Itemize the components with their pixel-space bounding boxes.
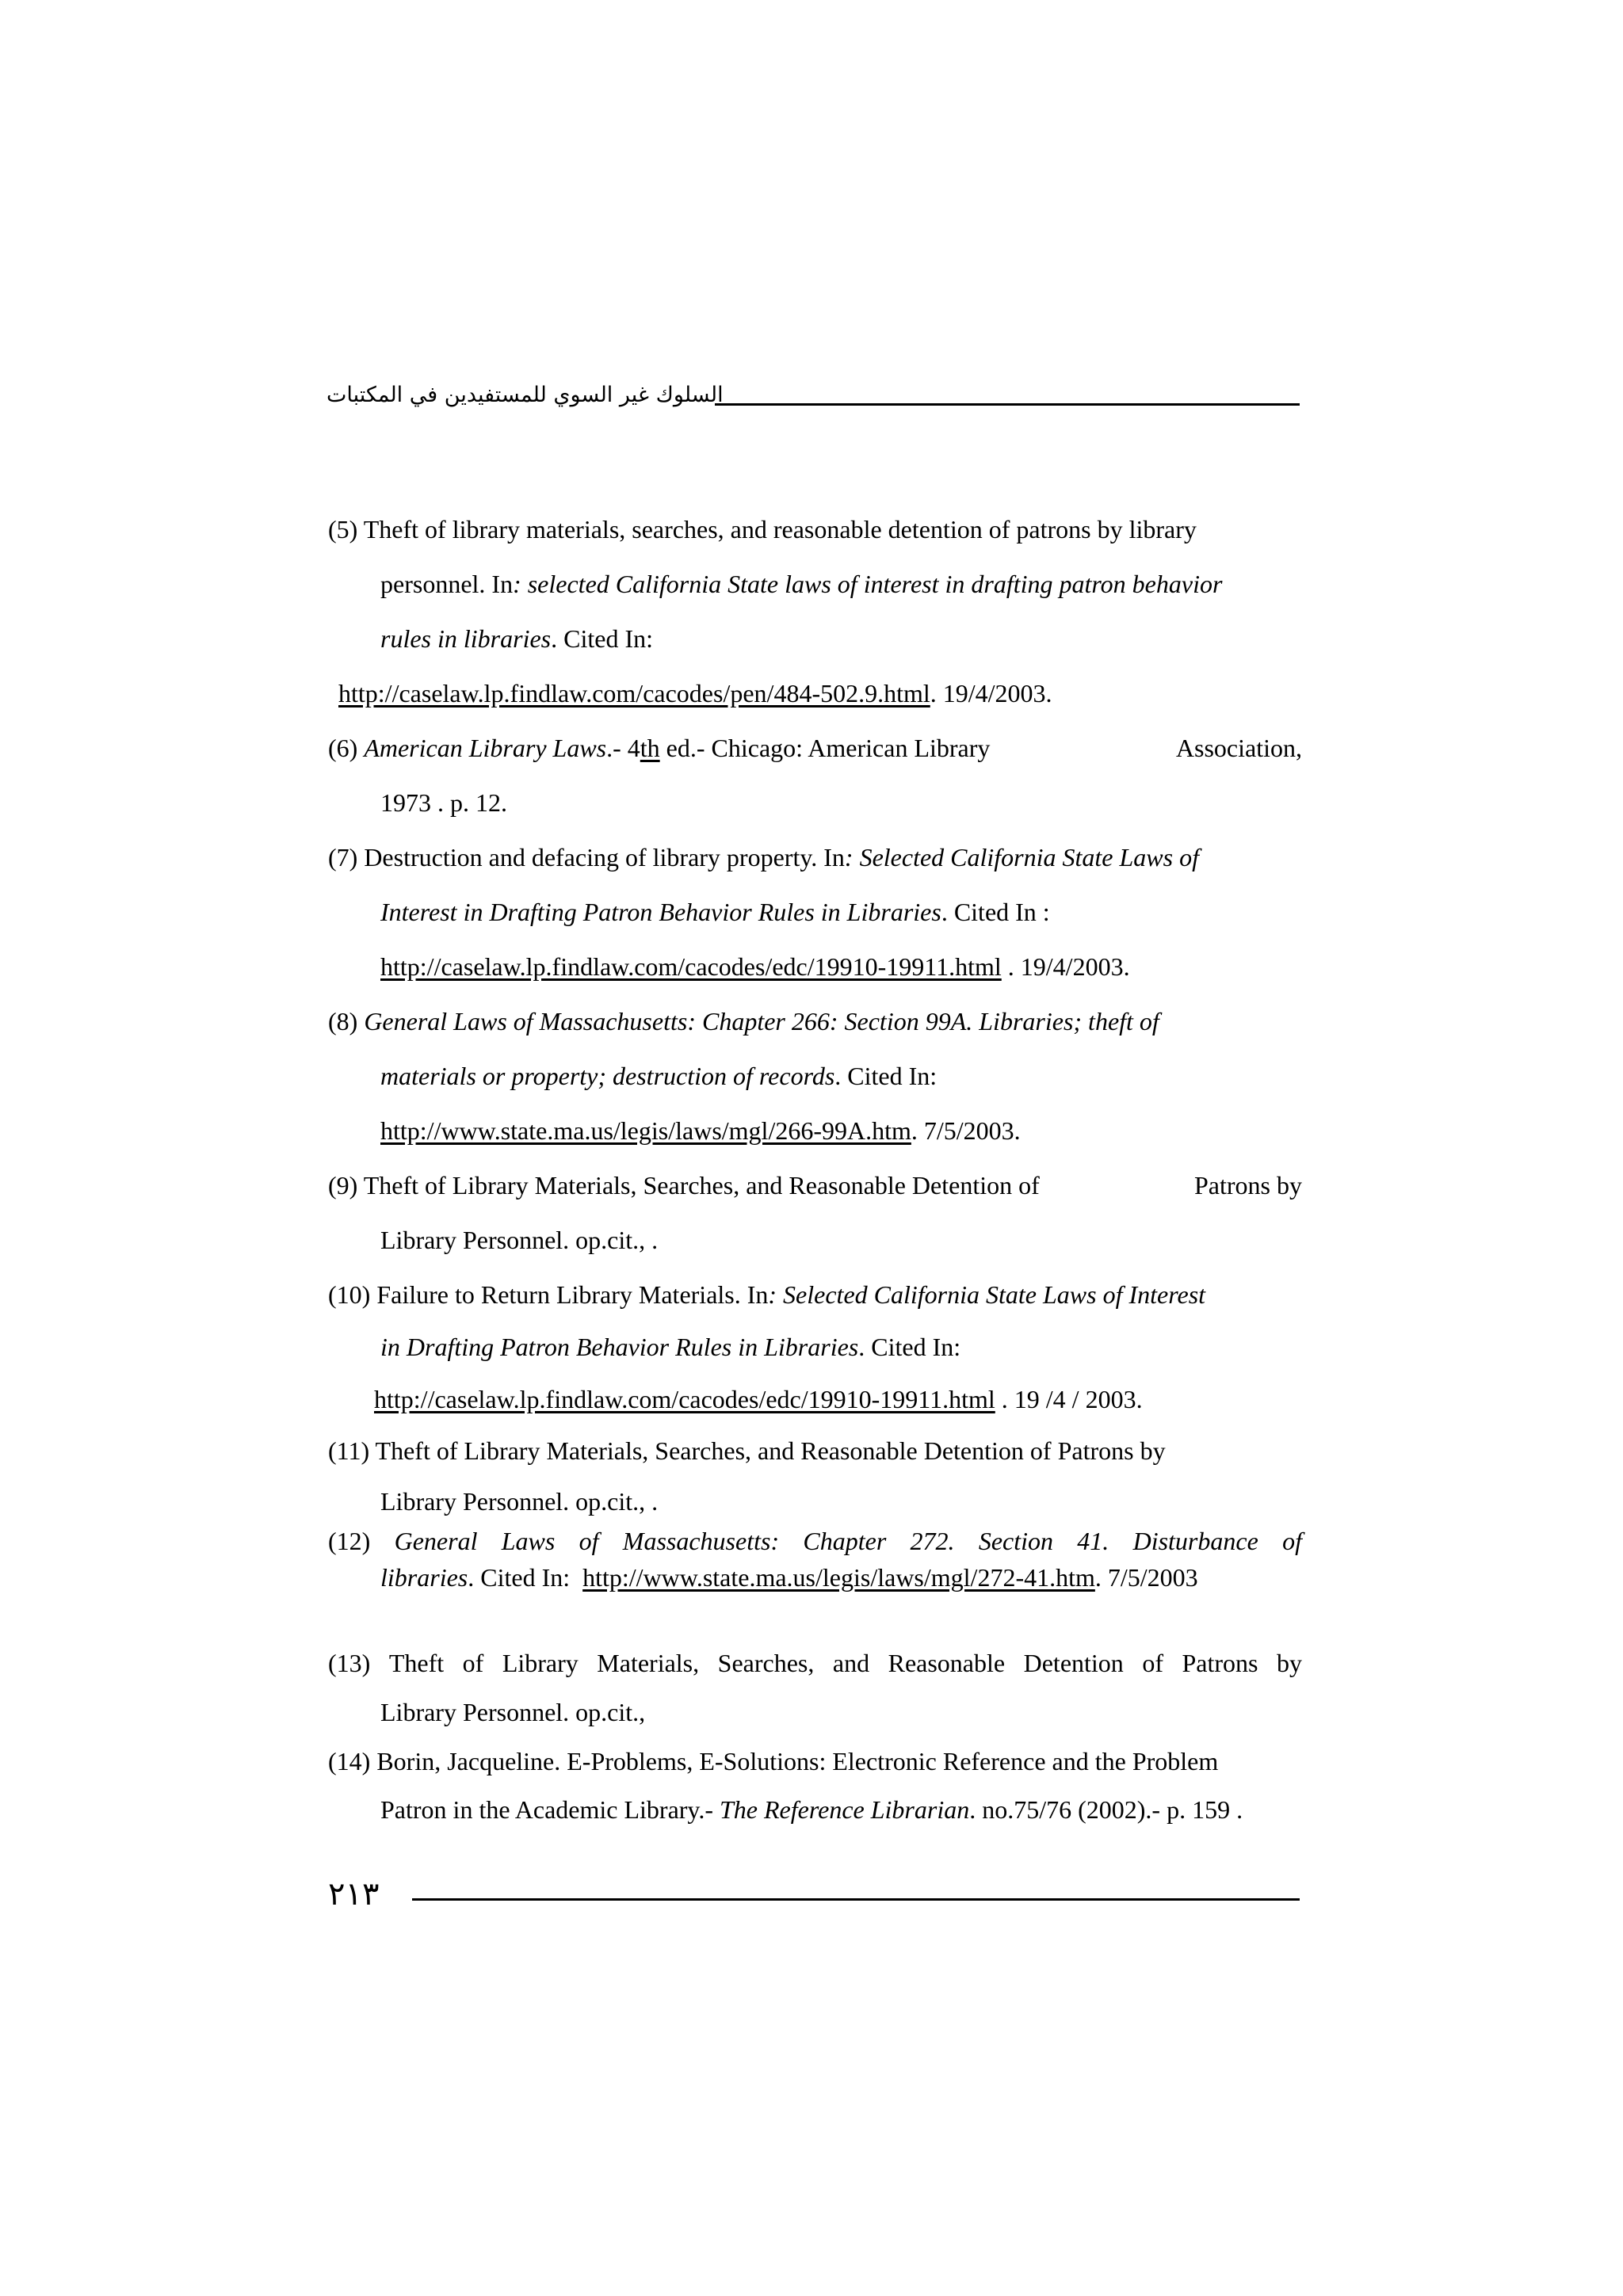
reference-8-url-link[interactable]: http://www.state.ma.us/legis/laws/mgl/266-99A.htm	[380, 1116, 911, 1145]
reference-11-line-1	[328, 1438, 1166, 1463]
reference-text: Theft of Library Materials, Searches, and Reasonable Detention of	[363, 1171, 1040, 1199]
justified-word: Searches,	[717, 1649, 815, 1677]
reference-6-line-1	[328, 735, 1302, 761]
running-header-title: السلوك غير السوي للمستفيدين في المكتبات	[327, 383, 724, 407]
reference-number: (6)	[328, 734, 358, 762]
justified-word: Theft	[388, 1649, 445, 1677]
reference-text: Association,	[1175, 734, 1302, 762]
reference-text: 1973 . p. 12.	[380, 788, 507, 817]
reference-8-line-1	[328, 1009, 1159, 1034]
justified-word: Massachusetts:	[622, 1527, 780, 1555]
reference-5-line-1	[328, 517, 1197, 542]
reference-text: . Cited In:	[834, 1062, 938, 1090]
reference-text: .- 4	[606, 734, 640, 762]
reference-text: . Cited In:	[551, 624, 653, 653]
reference-source-title: materials or property; destruction of records	[380, 1062, 835, 1090]
reference-10-line-2	[380, 1334, 960, 1360]
reference-text: Theft of Library Materials, Searches, and Reasonable Detention of Patrons by	[375, 1436, 1166, 1465]
reference-source-title: in Drafting Patron Behavior Rules in Libraries	[380, 1333, 859, 1361]
reference-number: (7)	[328, 843, 358, 871]
justified-word: of	[462, 1649, 484, 1677]
reference-source-title: The Reference Librarian	[720, 1795, 970, 1824]
justified-word: 272.	[910, 1527, 955, 1555]
reference-source-title: General Laws of Massachusetts: Chapter 266: Section 99A. Libraries; theft of	[364, 1007, 1159, 1035]
justified-word: Laws	[501, 1527, 556, 1555]
justified-word: by	[1277, 1649, 1302, 1677]
justified-word: and	[832, 1649, 870, 1677]
reference-9-line-1	[328, 1173, 1302, 1198]
reference-13-line-1	[328, 1650, 1302, 1676]
justified-word: Reasonable	[888, 1649, 1006, 1677]
reference-7-line-1	[328, 845, 1199, 870]
justified-word: Chapter	[803, 1527, 887, 1555]
reference-7-url-link[interactable]: http://caselaw.lp.findlaw.com/cacodes/edc/19910-19911.html	[380, 952, 1002, 981]
justified-word: Disturbance	[1132, 1527, 1258, 1555]
reference-source-title: : Selected California State Laws of	[844, 843, 1199, 871]
reference-14-line-1	[328, 1749, 1218, 1774]
reference-text: Theft of library materials, searches, and reasonable detention of patrons by library	[363, 515, 1197, 543]
reference-12-line-2	[380, 1565, 1198, 1590]
reference-date: . 19 /4 / 2003.	[995, 1385, 1143, 1413]
reference-5-line-3	[380, 626, 653, 651]
justified-word: of	[1282, 1527, 1302, 1555]
reference-source-title: : selected California State laws of interest in drafting patron behavior	[513, 570, 1223, 598]
reference-13-line-2	[380, 1699, 645, 1725]
reference-text: . Cited In:	[858, 1333, 961, 1361]
edition-suffix: th	[640, 734, 660, 762]
reference-text: Patron in the Academic Library.-	[380, 1795, 720, 1824]
reference-9-line-2	[380, 1227, 658, 1253]
justified-word: Section	[978, 1527, 1054, 1555]
reference-5-line-2	[380, 571, 1222, 597]
reference-text: Library Personnel. op.cit., .	[380, 1226, 659, 1254]
reference-14-line-2	[380, 1797, 1243, 1822]
justified-word: Detention	[1023, 1649, 1124, 1677]
reference-date: . 7/5/2003	[1094, 1563, 1198, 1592]
reference-8-line-2	[380, 1063, 937, 1089]
reference-9-left	[328, 1173, 1040, 1198]
justified-word: 41.	[1077, 1527, 1109, 1555]
reference-number: (9)	[328, 1171, 358, 1199]
reference-12-url-link[interactable]: http://www.state.ma.us/legis/laws/mgl/272-41.htm	[582, 1563, 1095, 1592]
reference-text: Library Personnel. op.cit., .	[380, 1487, 659, 1516]
reference-date: . 19/4/2003.	[1001, 952, 1130, 981]
reference-text: Borin, Jacqueline. E-Problems, E-Solutions: Electronic Reference and the Problem	[376, 1747, 1219, 1775]
reference-number: (5)	[328, 515, 358, 543]
reference-source-title: Interest in Drafting Patron Behavior Rules in Libraries	[380, 898, 941, 926]
page-footer	[327, 1876, 1300, 1924]
reference-5-url-link[interactable]: http://caselaw.lp.findlaw.com/cacodes/pen/484-502.9.html	[338, 679, 930, 707]
page-number: ٢١٣	[328, 1876, 380, 1913]
reference-10-line-3	[374, 1386, 1143, 1412]
reference-7-line-2	[380, 899, 1050, 925]
reference-10-line-1	[328, 1282, 1205, 1307]
reference-text: . Cited In:	[468, 1563, 583, 1592]
reference-number: (10)	[328, 1280, 371, 1309]
reference-number: (13)	[328, 1649, 371, 1677]
justified-word: of	[1142, 1649, 1163, 1677]
reference-6-line-2	[380, 790, 507, 815]
reference-text: Destruction and defacing of library property. In	[364, 843, 845, 871]
justified-word: of	[579, 1527, 599, 1555]
reference-5-line-4	[338, 681, 1052, 706]
justified-word: General	[394, 1527, 478, 1555]
reference-text: Patrons by	[1194, 1171, 1302, 1199]
reference-text: Library Personnel. op.cit.,	[380, 1698, 646, 1726]
reference-date: . 19/4/2003.	[930, 679, 1052, 707]
reference-source-title: : Selected California State Laws of Interest	[768, 1280, 1206, 1309]
justified-word: Patrons	[1182, 1649, 1258, 1677]
reference-text: Failure to Return Library Materials. In	[376, 1280, 769, 1309]
reference-text: personnel. In	[380, 570, 514, 598]
reference-10-url-link[interactable]: http://caselaw.lp.findlaw.com/cacodes/edc/19910-19911.html	[374, 1385, 995, 1413]
reference-6-left	[328, 735, 990, 761]
reference-12-line-1	[328, 1528, 1302, 1554]
reference-text: ed.- Chicago: American Library	[659, 734, 991, 762]
reference-number: (8)	[328, 1007, 358, 1035]
justified-word: Library	[502, 1649, 579, 1677]
footer-rule	[412, 1898, 1300, 1901]
reference-8-line-3	[380, 1118, 1021, 1143]
reference-number: (14)	[328, 1747, 371, 1775]
reference-11-line-2	[380, 1489, 658, 1514]
justified-word: Materials,	[597, 1649, 700, 1677]
reference-number: (12)	[328, 1527, 371, 1555]
reference-text: . Cited In :	[941, 898, 1050, 926]
reference-7-line-3	[380, 954, 1130, 979]
reference-source-title: American Library Laws	[364, 734, 607, 762]
reference-date: . 7/5/2003.	[911, 1116, 1021, 1145]
reference-text: . no.75/76 (2002).- p. 159 .	[969, 1795, 1243, 1824]
reference-source-title: libraries	[380, 1563, 468, 1592]
reference-number: (11)	[328, 1436, 370, 1465]
reference-source-title: rules in libraries	[380, 624, 552, 653]
